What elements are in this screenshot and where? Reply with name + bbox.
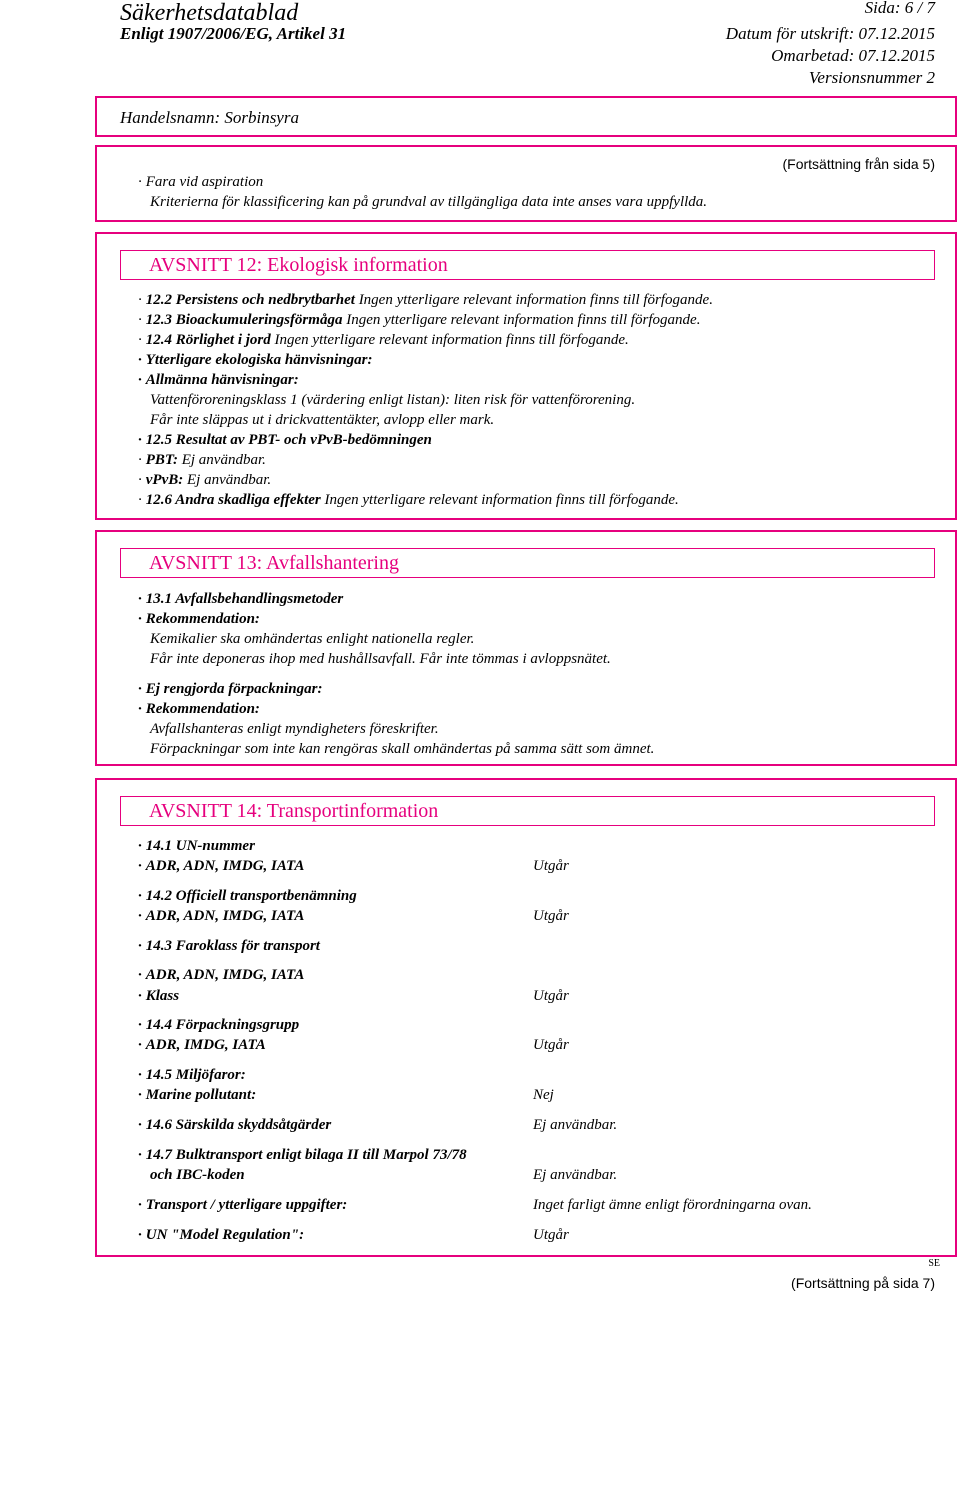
s14-4-mode: · ADR, IMDG, IATA bbox=[138, 1037, 266, 1053]
s13-rec-1: · Rekommendation: bbox=[138, 611, 260, 627]
s12-pbt: · PBT: Ej användbar. bbox=[138, 452, 266, 468]
s14-4-value: Utgår bbox=[533, 1037, 569, 1053]
s14-7-value: Ej användbar. bbox=[533, 1167, 618, 1183]
version-number: Versionsnummer 2 bbox=[808, 68, 935, 87]
s14-7-label-2: och IBC-koden bbox=[150, 1167, 245, 1183]
s14-4-label: · 14.4 Förpackningsgrupp bbox=[138, 1017, 300, 1033]
s12-no-release: Får inte släppas ut i drickvattentäkter, avlopp eller mark. bbox=[150, 412, 495, 428]
s14-2-label: · 14.2 Officiell transportbenämning bbox=[138, 888, 357, 904]
s14-unmr-value: Utgår bbox=[533, 1227, 569, 1243]
s14-2-mode: · ADR, ADN, IMDG, IATA bbox=[138, 908, 305, 924]
continuation-to: (Fortsättning på sida 7) bbox=[791, 1275, 935, 1291]
section-14-title: AVSNITT 14: Transportinformation bbox=[120, 796, 935, 826]
s13-1: · 13.1 Avfallsbehandlingsmetoder bbox=[138, 591, 344, 607]
s13-text-1: Kemikalier ska omhändertas enlight nationella regler. bbox=[150, 631, 475, 647]
trade-name-box bbox=[95, 96, 957, 137]
s14-5-marine: · Marine pollutant: bbox=[138, 1087, 257, 1103]
print-date: Datum för utskrift: 07.12.2015 bbox=[725, 24, 935, 43]
s14-6-label: · 14.6 Särskilda skyddsåtgärder bbox=[138, 1117, 332, 1133]
s14-1-value: Utgår bbox=[533, 858, 569, 874]
prev-line-1: · Fara vid aspiration bbox=[138, 174, 264, 190]
s14-transport-value: Inget farligt ämne enligt förordningarna ovan. bbox=[533, 1197, 812, 1213]
s12-water-class: Vattenföroreningsklass 1 (värdering enligt listan): liten risk för vattenförorening. bbox=[150, 392, 636, 408]
s14-3-value: Utgår bbox=[533, 988, 569, 1004]
s12-vpvb: · vPvB: Ej användbar. bbox=[138, 472, 272, 488]
s13-rec-2: · Rekommendation: bbox=[138, 701, 260, 717]
regulation-reference: Enligt 1907/2006/EG, Artikel 31 bbox=[120, 24, 347, 43]
s12-2: · 12.2 Persistens och nedbrytbarhet Ingen ytterligare relevant information finns till förfogande. bbox=[138, 292, 713, 308]
s12-3: · 12.3 Bioackumuleringsförmåga Ingen ytterligare relevant information finns till förfogande. bbox=[138, 312, 701, 328]
continuation-from: (Fortsättning från sida 5) bbox=[782, 156, 935, 172]
s14-3-label: · 14.3 Faroklass för transport bbox=[138, 938, 320, 954]
s13-text-4: Förpackningar som inte kan rengöras skall omhändertas på samma sätt som ämnet. bbox=[150, 741, 655, 757]
s14-transport-label: · Transport / ytterligare uppgifter: bbox=[138, 1197, 348, 1213]
trade-name: Handelsnamn: Sorbinsyra bbox=[120, 108, 299, 127]
s14-6-value: Ej användbar. bbox=[533, 1117, 618, 1133]
s14-1-mode: · ADR, ADN, IMDG, IATA bbox=[138, 858, 305, 874]
s14-3-klass: · Klass bbox=[138, 988, 180, 1004]
language-code: SE bbox=[928, 1258, 940, 1269]
s12-5: · 12.5 Resultat av PBT- och vPvB-bedömningen bbox=[138, 432, 432, 448]
revision-date: Omarbetad: 07.12.2015 bbox=[771, 46, 935, 65]
s14-3-mode: · ADR, ADN, IMDG, IATA bbox=[138, 967, 305, 983]
s13-text-2: Får inte deponeras ihop med hushållsavfall. Får inte tömmas i avloppsnätet. bbox=[150, 651, 611, 667]
prev-line-2: Kriterierna för klassificering kan på grundval av tillgängliga data inte anses vara uppfyllda. bbox=[150, 194, 708, 210]
page-number: Sida: 6 / 7 bbox=[864, 0, 935, 17]
s12-4: · 12.4 Rörlighet i jord Ingen ytterligare relevant information finns till förfogande. bbox=[138, 332, 629, 348]
s14-2-value: Utgår bbox=[533, 908, 569, 924]
section-13-title: AVSNITT 13: Avfallshantering bbox=[120, 548, 935, 578]
s13-text-3: Avfallshanteras enligt myndigheters föreskrifter. bbox=[150, 721, 439, 737]
s14-5-label: · 14.5 Miljöfaror: bbox=[138, 1067, 246, 1083]
s14-5-value: Nej bbox=[533, 1087, 554, 1103]
s12-general-heading: · Allmänna hänvisningar: bbox=[138, 372, 299, 388]
document-title: Säkerhetsdatablad bbox=[120, 0, 299, 26]
section-12-title: AVSNITT 12: Ekologisk information bbox=[120, 250, 935, 280]
s14-1-label: · 14.1 UN-nummer bbox=[138, 838, 255, 854]
s13-unclean: · Ej rengjorda förpackningar: bbox=[138, 681, 323, 697]
s12-6: · 12.6 Andra skadliga effekter Ingen ytterligare relevant information finns till förfogande. bbox=[138, 492, 679, 508]
s14-unmr-label: · UN "Model Regulation": bbox=[138, 1227, 305, 1243]
s12-further-heading: · Ytterligare ekologiska hänvisningar: bbox=[138, 352, 373, 368]
s14-7-label: · 14.7 Bulktransport enligt bilaga II till Marpol 73/78 bbox=[138, 1147, 467, 1163]
